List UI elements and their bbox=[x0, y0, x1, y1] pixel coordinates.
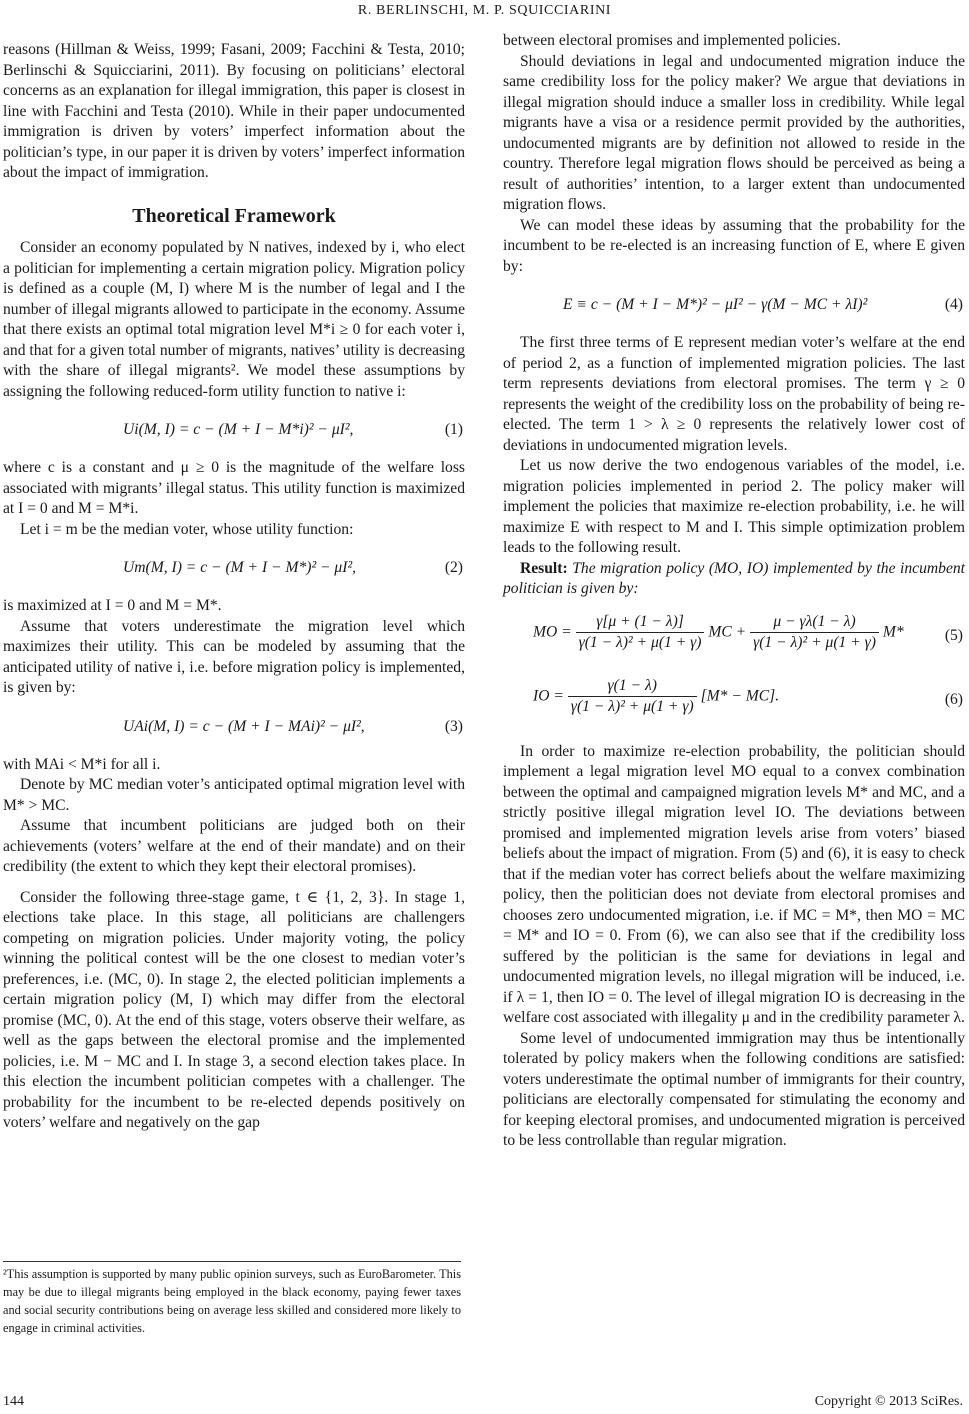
paragraph: between electoral promises and implemented policies. bbox=[503, 32, 841, 49]
paragraph: Should deviations in legal and undocumented migration induce the same credibility loss for the policy maker? We argue that deviations in illegal migration should induce a smaller loss in credibility. While legal migrants have a visa or a residence permit provided by the authorities, undocumented migrants are by definition not allowed to reside in the country. Therefore legal migration flows should be perceived as being a result of authorities’ intention, to a larger extent than undocumented migration flows. bbox=[503, 52, 965, 213]
paragraph: In order to maximize re-election probability, the politician should implement a legal migration level MO equal to a convex combination between the optimal and campaigned migration levels M* and MC, and a strictly positive illegal migration level IO. The deviations between promised and implemented migration levels arise from voters’ biased beliefs about the impact of migration. From (5) and (6), it is easy to check that if the median voter has correct beliefs about the welfare maximizing policy, then the politician does not deviate from electoral promises and chooses zero undocumented migration, i.e. if MC = M*, then MO = MC = M* and IO = 0. From (6), we can also see that if the credibility loss suffered by the politician is the same for deviations in legal and undocumented migration levels, no illegal migration will be induced, i.e. if λ = 1, then IO = 0. The level of illegal migration IO is decreasing in the welfare cost associated with illegality μ and in the credibility parameter λ. bbox=[503, 742, 965, 1026]
paragraph: reasons (Hillman & Weiss, 1999; Fasani, 2009; Facchini & Testa, 2010; Berlinschi & Squicciarini, 2011). By focusing on politicians’ electoral concerns as an explanation for illegal immigration, this paper is closest in line with Facchini and Testa (2010). While in their paper undocumented immigration is driven by voters’ imperfect information about the politician’s type, in our paper it is driven by voters’ imperfect information about the impact of immigration. bbox=[3, 41, 465, 181]
copyright: Copyright © 2013 SciRes. bbox=[814, 1394, 963, 1409]
paragraph: with MAi < M*i for all i. bbox=[3, 755, 161, 773]
equation-5: MO = $\frac{\gamma[\mu + (1 - \lambda)]}{\text{γ(1 − λ)² + μ(1 + γ)}}$ MC + $\frac{\mu - \gamma\lambda(1 - \lambda)}{\text{γ(1 − λ)² + μ(1 + γ)}}$ M* (5) bbox=[533, 612, 963, 651]
footnote: ²This assumption is supported by many public opinion surveys, such as EuroBarometer. This may be due to illegal migrants being employed in the black economy, paying fewer taxes and social security contributions being on average less skilled and considered more likely to engage in criminal activities. bbox=[3, 1261, 461, 1337]
result-paragraph: Result: The migration policy (MO, IO) implemented by the incumbent politician is given by: bbox=[503, 559, 965, 597]
equation-1: Ui(M, I) = c − (M + I − M*i)² − μI², (1) bbox=[123, 421, 463, 438]
page-number: 144 bbox=[3, 1394, 24, 1409]
equation-4: E ≡ c − (M + I − M*)² − μI² − γ(M − MC + λI)² (4) bbox=[563, 296, 963, 313]
paragraph: The first three terms of E represent median voter’s welfare at the end of period 2, as a function of implemented migration policies. The last term represents deviations from electoral promises. The term γ ≥ 0 represents the weight of the credibility loss on the probability of being re-elected. The term 1 > λ ≥ 0 represents the relatively lower cost of deviations in undocumented migration levels. bbox=[503, 334, 965, 454]
paragraph: Consider the following three-stage game, t ∈ {1, 2, 3}. In stage 1, elections take place. In this stage, all politicians are challengers competing on migration policies. Under majority voting, the policy winning the political contest will be the one closest to median voter’s preferences, i.e. (MC, 0). In stage 2, the elected politician implements a certain migration policy (M, I) which may differ from the electoral promise (MC, 0). At the end of this stage, voters observe their welfare, as well as the gaps between the electoral promise and the implemented policies, i.e. M − MC and I. In stage 3, a second election takes place. In this election the incumbent politician competes with a challenger. The probability for the incumbent to be re-elected depends positively on voters’ welfare and negatively on the gap bbox=[3, 888, 465, 1131]
section-heading: Theoretical Framework bbox=[132, 204, 336, 227]
paragraph: Consider an economy populated by N natives, indexed by i, who elect a politician for implementing a certain migration policy. Migration policy is defined as a couple (M, I) where M is the number of legal and I the number of illegal migrants allowed to participate in the economy. Assume that there exists an optimal total migration level M*i ≥ 0 for each voter i, and that for a given total number of migrants, natives’ utility is decreasing with the share of illegal migrants². We model these assumptions by assigning the following reduced-form utility function to native i: bbox=[3, 239, 465, 400]
paragraph: We can model these ideas by assuming that the probability for the incumbent to be re-elected is an increasing function of E, where E given by: bbox=[503, 216, 965, 275]
left-column bbox=[3, 40, 465, 1134]
paragraph: Some level of undocumented immigration may thus be intentionally tolerated by policy makers when the following conditions are satisfied: voters underestimate the optimal number of immigrants for their country, politicians are electorally compensated for stimulating the economy and for keeping electoral promises, and undocumented migration is perceived to be less controllable than regular migration. bbox=[503, 1029, 965, 1149]
paragraph: Denote by MC median voter’s anticipated optimal migration level with M* > MC. bbox=[3, 776, 465, 814]
paragraph: is maximized at I = 0 and M = M*. bbox=[3, 597, 222, 614]
paragraph: Assume that incumbent politicians are judged both on their achievements (voters’ welfare at the end of their mandate) and on their credibility (the extent to which they kept their electoral promises). bbox=[3, 817, 465, 875]
equation-6: IO = $\frac{\gamma(1 - \lambda)}{\text{γ(1 − λ)² + μ(1 + γ)}}$ [M* − MC]. (6) bbox=[533, 676, 963, 715]
equation-3: UAi(M, I) = c − (M + I − MAi)² − μI², (3) bbox=[123, 717, 463, 735]
paragraph: Assume that voters underestimate the migration level which maximizes their utility. This can be modeled by assuming that the anticipated utility of native i, i.e. before migration policy is implemented, is given by: bbox=[3, 617, 465, 696]
paragraph: Let us now derive the two endogenous variables of the model, i.e. migration policies implemented in period 2. The policy maker will implement the policies that maximize re-election probability, i.e. he will maximize E with respect to M and I. This simple optimization problem leads to the following result. bbox=[503, 457, 965, 556]
right-column bbox=[503, 31, 965, 1152]
running-header: R. BERLINSCHI, M. P. SQUICCIARINI bbox=[357, 3, 612, 18]
paragraph: Let i = m be the median voter, whose utility function: bbox=[20, 520, 354, 538]
equation-2: Um(M, I) = c − (M + I − M*)² − μI², (2) bbox=[123, 559, 463, 576]
paragraph: where c is a constant and μ ≥ 0 is the magnitude of the welfare loss associated with migrants’ illegal status. This utility function is maximized at I = 0 and M = M*i. bbox=[3, 459, 465, 517]
